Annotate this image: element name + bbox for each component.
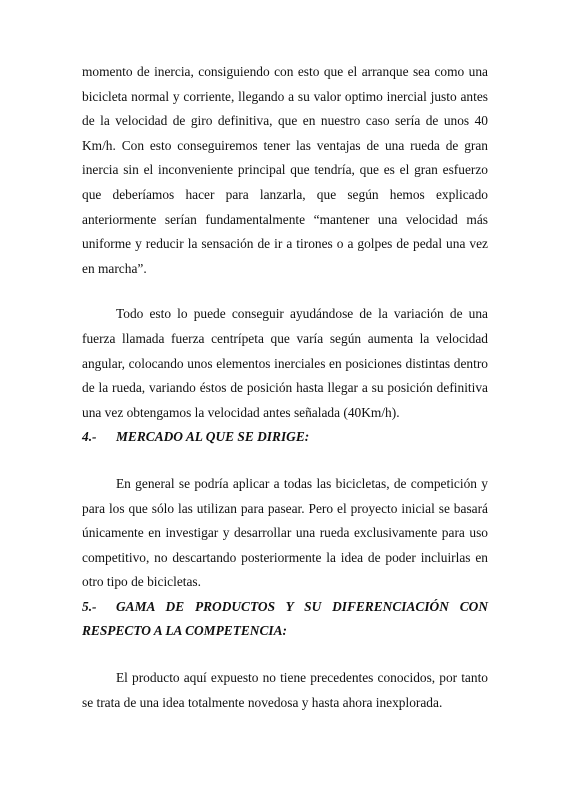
section-title-5-line-1: GAMA DE PRODUCTOS Y SU DIFERENCIACIÓN CON [116,598,488,614]
paragraph-product: El producto aquí expuesto no tiene precedentes conocidos, por tanto se trata de una idea totalmente novedosa y hasta ahora inexplorada. [82,670,488,710]
section-heading-4 [82,425,488,450]
section-number-4: 4.- [82,429,97,445]
section-heading-5 [82,595,488,644]
section-title-5 [82,595,488,644]
paragraph-centripetal-force: Todo esto lo puede conseguir ayudándose de la variación de una fuerza llamada fuerza centrípeta que varía según aumenta la velocidad angular, colocando unos elementos inerciales en posiciones distintas dentro de la rueda, variando éstos de posición hasta llegar a su posición definitiva una vez obtengamos la velocidad antes señalada (40Km/h). [82,306,488,420]
section-title-4: MERCADO AL QUE SE DIRIGE: [116,429,310,445]
section-title-5-line-2: RESPECTO A LA COMPETENCIA: [82,623,288,639]
document-page [82,60,488,715]
section-number-5: 5.- [82,598,97,614]
paragraph-market: En general se podría aplicar a todas las bicicletas, de competición y para los que sólo las utilizan para pasear. Pero el proyecto inicial se basará únicamente en investigar y desarrollar una rueda exclusivamente para uso competitivo, no descartando posteriormente la idea de poder incluirlas en otro tipo de bicicletas. [82,475,488,590]
paragraph-inertia: momento de inercia, consiguiendo con esto que el arranque sea como una bicicleta normal y corriente, llegando a su valor optimo inercial justo antes de la velocidad de giro definitiva, que en nuestro caso sería de unos 40 Km/h. Con esto conseguiremos tener las ventajas de una rueda de gran inercia sin el inconveniente principal que tendría, que es el gran esfuerzo que deberíamos hacer para lanzarla, que según hemos explicado anteriormente serían fundamentalmente “mantener una velocidad más uniforme y reducir la sensación de ir a tirones o a golpes de pedal una vez en marcha”. [82,64,488,276]
